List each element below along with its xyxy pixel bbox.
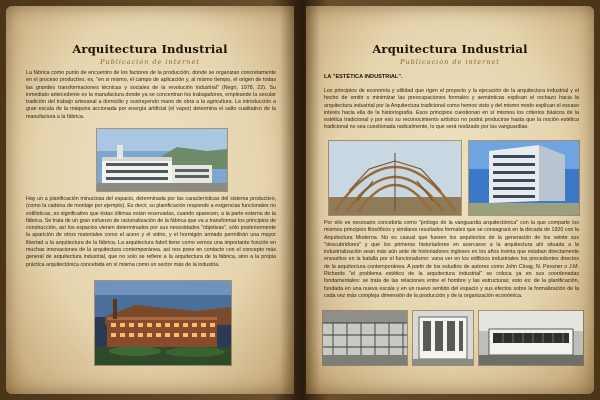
right-page xyxy=(306,6,594,394)
factory-photo-white-building xyxy=(96,128,228,192)
right-page-title: Arquitectura Industrial xyxy=(372,42,528,56)
left-page-subtitle: Publicación de internet xyxy=(100,58,200,66)
right-paragraph-2: Por ello es necesario concebirla como "prólogo de la vanguardia arquitectónica" con la que comparte los mismos principios filosóficos y similares resultados formales que se consagrará en la década de 1920 con la Arquitectura Moderna. No es casual que fuesen los arquitectos de la generación de los veinte sus "descubridores" y que los primeros historiadores en acercarse a la arquitectura ahí situada a la industrialización sean más aún ante de historiadores ingleses en los años treinta que estaban directamente envueltos en la batalla por el funcionalismo: vana ver en los edificios industriales los precedentes directos de la arquitectura contemporánea. A partir de los estudios de autores como John Cloag, N. Pevsner o J.M. Richards "el problema estético de la arquitectura industrial" se coloca ya en sus coordenadas fundamentales: se trata de las relaciones entre el hombre y las estructuras; esto es: de la planificación, fundada en una nueva escala y en un nuevo sentido del espacio y sus efectos sobre la formalización de la cada vez más compleja dimensión de la producción y de la organización económica. xyxy=(324,220,579,299)
left-paragraph-2: Hay un a planificación minuciosa del espacio, determinada por las características del sistema productivo, (como la cadena de montaje por ejemplo). Es decir, su planificación responde a exigencias funcionales no estilísticas, es significativo que éstas últimas están reservadas, cuando aparecen, a la parte externa de la fábrica. Se trata de un gran esfuerzo de racionalización de la fábrica que va a transformar los principios de construcción, así los espacios vienen determinados por sus necesidades "objetivas", sólo posteriormente la aparición de otros materiales como el acero y el vidrio, y el hormigón armado permitirán una mayor libertad a la arquitectura de la fábrica. La arquitectura fabril tiene como vemos una importante función en muchas innovaciones de la arquitectura contemporánea, así nos pone en contacto con el concepto más general de arquitectura industrial, que no solo se refiere a la arquitectura de la fábrica, sino a la propia práctica arquitectónica concebida en sí misma como un sector más de la industria. xyxy=(26,196,276,268)
wooden-arch-structure-photo xyxy=(328,140,462,216)
bw-bauhaus-building-photo xyxy=(478,310,584,366)
factory-photo-brick-building xyxy=(94,280,232,366)
section-heading: LA "ESTÉTICA INDUSTRIAL". xyxy=(324,74,403,80)
right-paragraph-1: Los principios de economía y utilidad que rigen el proyecto y la ejecución de la arquitectura industrial y el hecho de omitir o minimizar las preocupaciones formales y semánticas explican el rechazo hacia la arquitectura industrial por la Arquitectura tradicional como hemos visto y del mismo modo explican el escaso interés hacia ella de la historiografía. Esos principios cuestionan en sí mismos los criterios básicos de la estética tradicional y por eso su reconocimiento artístico no podrá producirse hasta que la noción estética tradicional no sea cuestionada radicalmente, lo que será realizado por las vanguardias. xyxy=(324,88,579,131)
right-page-subtitle: Publicación de internet xyxy=(400,58,500,66)
modern-glass-building-photo xyxy=(468,140,580,216)
left-paragraph-1: La fábrica como punto de encuentro de los factores de la producción, donde se organizan concretamente en el proceso productivo, es, "en si mismo, el campo de aplicación y, al mismo tiempo, el origen de todas las grandes transformaciones técnicas y sociales de la revolución industrial" (Negri, 1978, 22). Su inmediato antecedente es la manufactura donde ya se concentran los trabajadores, empleando la secular tradición del trabajo artesanal a domicilio y sustrayendo mano de obra a la agricultura. La introducción a gran escala de la máquina accionada por energía artificial (el vapor) determina el salto cualitativo de la manufactura a la fábrica. xyxy=(26,70,276,120)
left-page-title: Arquitectura Industrial xyxy=(72,42,228,56)
left-page xyxy=(6,6,294,394)
bw-factory-interior-photo xyxy=(322,310,408,366)
bw-factory-facade-photo xyxy=(412,310,474,366)
